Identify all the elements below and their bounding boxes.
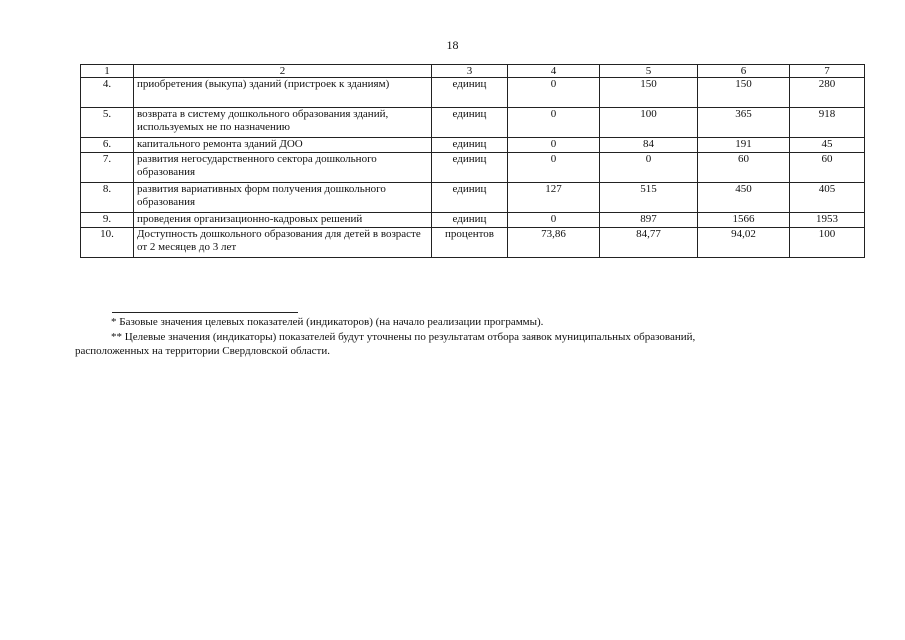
value-col4-cell: 127 [508,183,600,213]
value-col6-cell: 150 [698,78,790,108]
value-col6-cell: 1566 [698,213,790,228]
table-row [81,213,865,228]
value-col7-cell: 405 [790,183,865,213]
value-col5-cell: 0 [600,153,698,183]
value-col7-cell: 60 [790,153,865,183]
value-col6-cell: 60 [698,153,790,183]
value-col7-cell: 280 [790,78,865,108]
footnote-separator [112,312,298,313]
value-col4-cell: 0 [508,138,600,153]
value-col4-cell: 0 [508,108,600,138]
indicators-table [80,64,865,258]
value-col5-cell: 515 [600,183,698,213]
value-col7-cell: 45 [790,138,865,153]
value-col5-cell: 150 [600,78,698,108]
table-row [81,78,865,108]
value-col7-cell: 918 [790,108,865,138]
unit-cell: единиц [432,138,508,153]
value-col6-cell: 365 [698,108,790,138]
indicator-name-cell: развития негосударственного сектора дошкольного образования [134,153,432,183]
value-col4-cell: 0 [508,153,600,183]
column-header: 2 [134,65,432,78]
column-header: 3 [432,65,508,78]
value-col7-cell: 1953 [790,213,865,228]
value-col5-cell: 897 [600,213,698,228]
unit-cell: единиц [432,153,508,183]
value-col7-cell: 100 [790,228,865,258]
unit-cell: процентов [432,228,508,258]
column-header: 7 [790,65,865,78]
value-col4-cell: 0 [508,213,600,228]
column-header: 1 [81,65,134,78]
column-header: 6 [698,65,790,78]
table-row [81,138,865,153]
row-number-cell: 4. [81,78,134,108]
value-col6-cell: 191 [698,138,790,153]
table-row [81,228,865,258]
row-number-cell: 8. [81,183,134,213]
value-col5-cell: 100 [600,108,698,138]
footnote-base-values: * Базовые значения целевых показателей (индикаторов) (на начало реализации программы). [111,316,544,328]
indicator-name-cell: капитального ремонта зданий ДОО [134,138,432,153]
column-header: 4 [508,65,600,78]
table-row [81,108,865,138]
row-number-cell: 10. [81,228,134,258]
column-header: 5 [600,65,698,78]
indicator-name-cell: развития вариативных форм получения дошкольного образования [134,183,432,213]
indicator-name-cell: проведения организационно-кадровых решений [134,213,432,228]
table-header-row [81,65,865,78]
unit-cell: единиц [432,183,508,213]
unit-cell: единиц [432,108,508,138]
value-col6-cell: 450 [698,183,790,213]
indicator-name-cell: возврата в систему дошкольного образования зданий, используемых не по назначению [134,108,432,138]
value-col4-cell: 73,86 [508,228,600,258]
row-number-cell: 6. [81,138,134,153]
row-number-cell: 5. [81,108,134,138]
footnote-target-values-continued: расположенных на территории Свердловской области. [75,345,330,357]
footnote-target-values: ** Целевые значения (индикаторы) показателей будут уточнены по результатам отбора заявок муниципальных образований, [111,331,696,343]
page-number: 18 [446,38,459,52]
unit-cell: единиц [432,213,508,228]
table-row [81,183,865,213]
indicator-name-cell: приобретения (выкупа) зданий (пристроек к зданиям) [134,78,432,108]
table-row [81,153,865,183]
value-col5-cell: 84,77 [600,228,698,258]
value-col4-cell: 0 [508,78,600,108]
indicator-name-cell: Доступность дошкольного образования для детей в возрасте от 2 месяцев до 3 лет [134,228,432,258]
row-number-cell: 7. [81,153,134,183]
unit-cell: единиц [432,78,508,108]
value-col5-cell: 84 [600,138,698,153]
row-number-cell: 9. [81,213,134,228]
value-col6-cell: 94,02 [698,228,790,258]
